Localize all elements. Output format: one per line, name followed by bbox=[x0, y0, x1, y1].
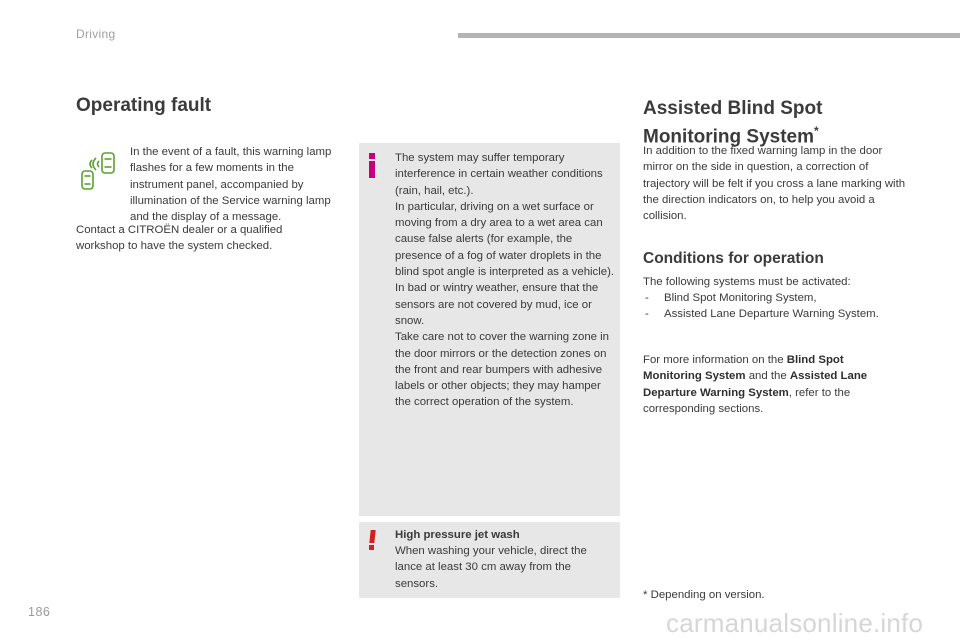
conditions-list bbox=[643, 290, 923, 323]
more-info-part: and the bbox=[745, 370, 790, 383]
more-info-bold: Blind Spot Monitoring System bbox=[643, 354, 844, 383]
section-label: Driving bbox=[76, 27, 116, 41]
absm-title-line1: Assisted Blind Spot bbox=[643, 98, 823, 119]
operating-fault-contact-text: Contact a CITROËN dealer or a qualified workshop to have the system checked. bbox=[76, 224, 283, 253]
conditions-list-item: - Blind Spot Monitoring System, bbox=[643, 290, 923, 306]
more-info-part: , refer to the corresponding sections. bbox=[643, 386, 851, 415]
more-info-text bbox=[643, 352, 903, 417]
operating-fault-warning-text: In the event of a fault, this warning lamp flashes for a few moments in the instrument panel, accompanied by illumination of the Service warning lamp and the display of a message. bbox=[130, 146, 332, 224]
conditions-intro-text: The following systems must be activated: bbox=[643, 276, 851, 288]
more-info-bold: Assisted Lane Departure Warning System bbox=[643, 370, 868, 399]
watermark: carmanualsonline.info bbox=[666, 608, 924, 638]
more-info-part: For more information on the bbox=[643, 354, 787, 366]
footnote: * Depending on version. bbox=[643, 589, 765, 601]
info-box-text: The system may suffer temporary interference in certain weather conditions (rain, hail, etc.). In particular, driving on a wet surface or moving from a dry area to a wet area can cause false alerts (for example, the presence of a fog of water droplets in the blind spot angle is interpreted as a vehicle). In bad or wintry weather, ensure that the sensors are not covered by mud, ice or snow. Take care not to cover the warning zone in the door mirrors or the detection zones on the front and rear bumpers with adhesive labels or other objects; they may hamper the correct operation of the system. bbox=[395, 152, 615, 409]
exclamation-warning-icon bbox=[369, 530, 376, 550]
warning-box-title: High pressure jet wash bbox=[395, 529, 520, 541]
conditions-title: Conditions for operation bbox=[643, 250, 824, 267]
absm-title bbox=[643, 98, 903, 148]
page-number: 186 bbox=[28, 605, 51, 619]
header-bar bbox=[458, 33, 960, 38]
info-icon bbox=[369, 153, 375, 178]
absm-title-footnote-mark: * bbox=[814, 124, 819, 138]
blind-spot-warning-lamp-icon bbox=[78, 150, 122, 192]
operating-fault-title: Operating fault bbox=[76, 95, 212, 116]
warning-box-text: When washing your vehicle, direct the lance at least 30 cm away from the sensors. bbox=[395, 545, 587, 590]
absm-intro-text: In addition to the fixed warning lamp in the door mirror on the side in question, a correction of trajectory will be felt if you cross a lane marking with the direction indicators on, to help you avoid a collision. bbox=[643, 145, 906, 223]
conditions-list-item: - Assisted Lane Departure Warning System. bbox=[643, 306, 923, 322]
absm-title-line2: Monitoring System bbox=[643, 126, 815, 148]
